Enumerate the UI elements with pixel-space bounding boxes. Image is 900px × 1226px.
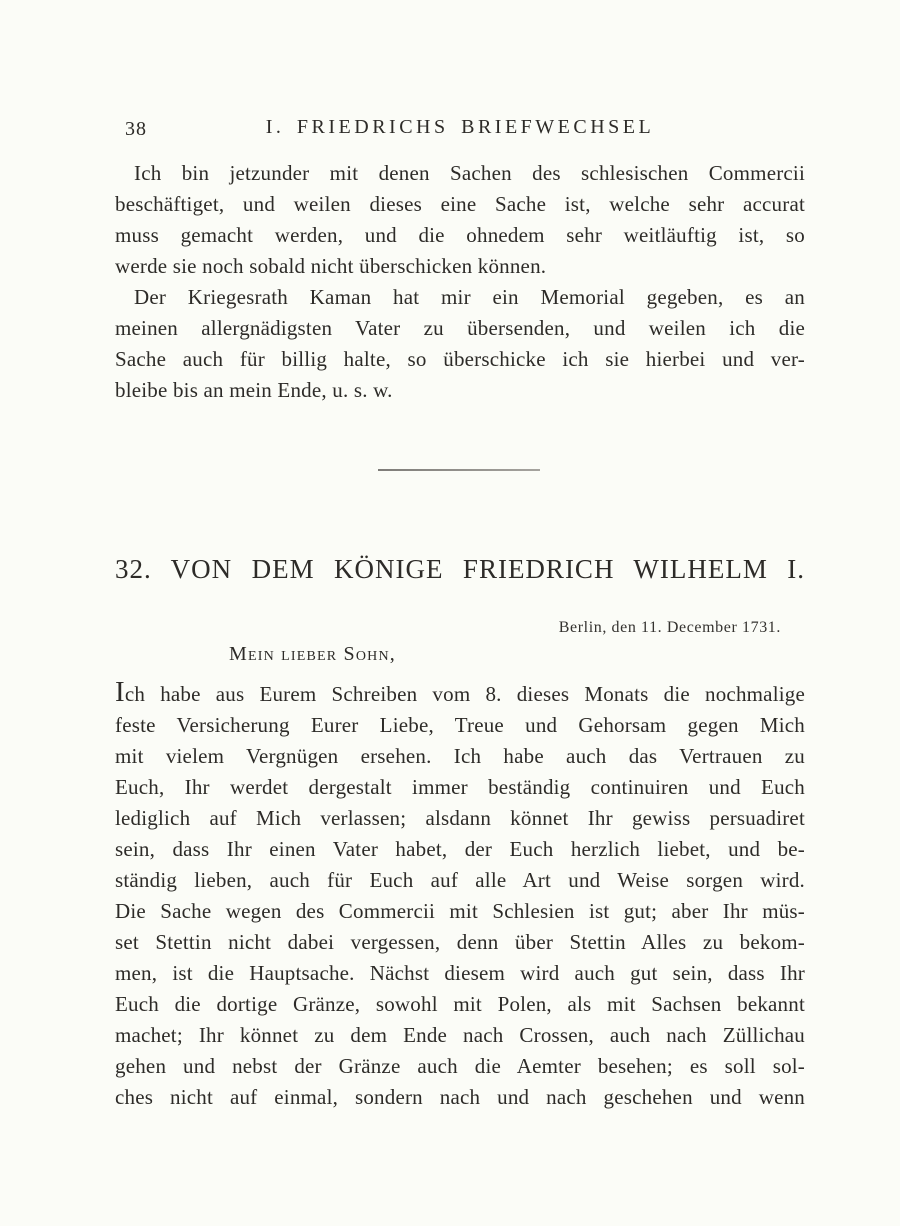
text-line: muss gemacht werden, und die ohnedem sehr weitläuftig ist, so [115,223,805,247]
text-line: Euch die dortige Gränze, sowohl mit Polen, als mit Sachsen bekannt [115,992,805,1016]
text-line: beschäftiget, und weilen dieses eine Sache ist, welche sehr accurat [115,192,805,216]
text-line: bleibe bis an mein Ende, u. s. w. [115,378,393,402]
letter-dateline: Berlin, den 11. December 1731. [558,619,781,636]
text-line: meinen allergnädigsten Vater zu übersenden, und weilen ich die [115,316,805,340]
text-line: Ich bin jetzunder mit denen Sachen des schlesischen Commercii [134,161,805,185]
letter-body [115,678,805,1113]
text-line: gehen und nebst der Gränze auch die Aemter besehen; es soll sol- [115,1054,805,1078]
letter-heading: 32. VON DEM KÖNIGE FRIEDRICH WILHELM I. [115,554,805,584]
page-header [115,116,805,142]
text-line: sein, dass Ihr einen Vater habet, der Euch herzlich liebet, und be- [115,837,805,861]
text-line: Ich habe aus Eurem Schreiben vom 8. dieses Monats die nochmalige [115,676,805,708]
text-line: men, ist die Hauptsache. Nächst diesem wird auch gut sein, dass Ihr [115,961,805,985]
text-line: ständig lieben, auch für Euch auf alle Art und Weise sorgen wird. [115,868,805,892]
text-line: lediglich auf Mich verlassen; alsdann könnet Ihr gewiss persuadiret [115,806,805,830]
text-line: werde sie noch sobald nicht überschicken können. [115,254,547,278]
text-line: machet; Ihr könnet zu dem Ende nach Crossen, auch nach Züllichau [115,1023,805,1047]
text-line: Die Sache wegen des Commercii mit Schlesien ist gut; aber Ihr müs- [115,899,805,923]
text-line: set Stettin nicht dabei vergessen, denn über Stettin Alles zu bekom- [115,930,805,954]
section-divider-rule [378,469,540,471]
text-line: feste Versicherung Eurer Liebe, Treue und Gehorsam gegen Mich [115,713,805,737]
text-line: Euch, Ihr werdet dergestalt immer beständig continuiren und Euch [115,775,805,799]
previous-letter-continuation [115,158,805,406]
page-number: 38 [125,118,147,140]
text-line: mit vielem Vergnügen ersehen. Ich habe auch das Vertrauen zu [115,744,805,768]
letter-salutation: Mein lieber Sohn, [229,643,396,665]
text-line: Der Kriegesrath Kaman hat mir ein Memorial gegeben, es an [134,285,805,309]
running-title: I. FRIEDRICHS BRIEFWECHSEL [265,116,655,138]
text-line: ches nicht auf einmal, sondern nach und nach geschehen und wenn [115,1085,805,1109]
text-line: Sache auch für billig halte, so überschicke ich sie hierbei und ver- [115,347,805,371]
